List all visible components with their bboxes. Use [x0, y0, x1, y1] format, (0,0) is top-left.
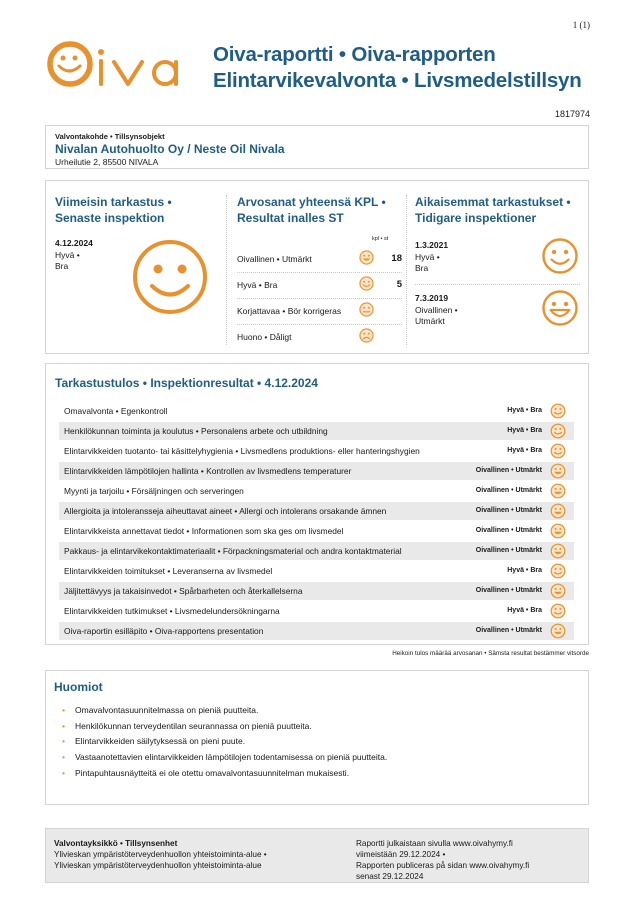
result-grade: Hyvä • Bra — [507, 567, 542, 574]
report-title-line1: Oiva-raportti • Oiva-rapporten — [213, 43, 496, 66]
target-name: Nivalan Autohuolto Oy / Neste Oil Nivala — [55, 142, 285, 156]
smiley-excellent-icon — [359, 250, 374, 265]
smiley-excellent-icon — [550, 583, 566, 599]
footer-publication — [356, 838, 529, 882]
results-title: Tarkastustulos • Inspektionresultat • 4.12.2024 — [55, 376, 318, 390]
grade-row-good — [237, 275, 402, 295]
result-row — [59, 462, 574, 480]
previous-grade-sv: Bra — [415, 263, 429, 273]
previous-date: 1.3.2021 — [415, 240, 449, 250]
grade-separator — [237, 298, 402, 299]
summary-section — [45, 180, 589, 354]
grade-count: 18 — [391, 253, 402, 264]
previous-heading-fi: Aikaisemmat tarkastukset • — [415, 195, 571, 209]
smiley-excellent-medium-icon — [541, 289, 579, 327]
smiley-neutral-icon — [359, 302, 374, 317]
footer-pub-line: viimeistään 29.12.2024 • — [356, 850, 446, 859]
latest-heading — [55, 194, 172, 226]
results-section — [45, 363, 589, 645]
list-item: • Elintarvikkeiden säilytyksessä on pieni puute. — [62, 734, 387, 750]
footer-pub-line: Rapporten publiceras på sidan www.oivahymy.fi — [356, 861, 530, 870]
footer-unit — [54, 838, 267, 871]
smiley-excellent-icon — [550, 523, 566, 539]
result-label: Pakkaus- ja elintarvikekontaktimateriaalit • Förpackningsmaterial och andra kontaktmaterial — [64, 546, 402, 556]
previous-date: 7.3.2019 — [415, 293, 449, 303]
result-label: Elintarvikkeiden tuotanto- tai käsittelyhygienia • Livsmedlens produktions- eller hanteringshygien — [64, 446, 420, 456]
smiley-excellent-icon — [550, 503, 566, 519]
latest-grade-fi: Hyvä • — [55, 250, 80, 260]
grade-row-excellent — [237, 249, 402, 269]
oiva-logo — [44, 38, 196, 94]
result-row — [59, 602, 574, 620]
result-row — [59, 402, 574, 420]
previous-grade-sv: Utmärkt — [415, 316, 445, 326]
result-grade: Oivallinen • Utmärkt — [475, 547, 542, 554]
result-label: Elintarvikkeiden lämpötilojen hallinta • Kontrollen av livsmedlens temperaturer — [64, 466, 352, 476]
smiley-good-icon — [550, 603, 566, 619]
smiley-good-medium-icon — [541, 237, 579, 275]
smiley-good-large-icon — [130, 237, 210, 317]
previous-grade-fi: Hyvä • — [415, 252, 440, 262]
grade-label: Huono • Dåligt — [237, 332, 292, 342]
result-grade: Oivallinen • Utmärkt — [475, 487, 542, 494]
report-title — [213, 42, 582, 94]
result-label: Myynti ja tarjoilu • Försäljningen och serveringen — [64, 486, 244, 496]
results-footnote: Heikoin tulos määrää arvosanan • Sämsta resultat bestämmer vitsorde — [392, 650, 589, 657]
list-item: • Omavalvontasuunnitelmassa on pieniä puutteita. — [62, 703, 387, 719]
grade-count: 5 — [396, 279, 402, 290]
list-item: • Pintapuhtausnäytteitä ei ole otettu omavalvontasuunnitelman mukaisesti. — [62, 766, 387, 782]
latest-grade-sv: Bra — [55, 261, 69, 271]
grades-unit: kpl • st — [372, 236, 389, 242]
footer-pub-line: Raportti julkaistaan sivulla www.oivahymy.fi — [356, 839, 513, 848]
page-number: 1 (1) — [572, 20, 590, 30]
grades-heading — [237, 194, 386, 226]
result-grade: Oivallinen • Utmärkt — [475, 527, 542, 534]
smiley-good-icon — [550, 423, 566, 439]
previous-heading — [415, 194, 571, 226]
result-grade: Hyvä • Bra — [507, 407, 542, 414]
result-grade: Hyvä • Bra — [507, 447, 542, 454]
smiley-good-icon — [550, 563, 566, 579]
result-row — [59, 562, 574, 580]
smiley-excellent-icon — [550, 543, 566, 559]
result-row — [59, 542, 574, 560]
result-label: Elintarvikkeiden tutkimukset • Livsmedelundersökningarna — [64, 606, 280, 616]
list-item: • Vastaanotettavien elintarvikkeiden lämpötilojen todentamisessa on pieniä puutteita. — [62, 750, 387, 766]
footer-unit-line: Ylivieskan ympäristöterveydenhuollon yhteistoiminta-alue • — [54, 850, 267, 859]
result-grade: Oivallinen • Utmärkt — [475, 627, 542, 634]
result-grade: Hyvä • Bra — [507, 607, 542, 614]
result-row — [59, 522, 574, 540]
grades-heading-fi: Arvosanat yhteensä KPL • — [237, 195, 386, 209]
result-row — [59, 482, 574, 500]
latest-date: 4.12.2024 — [55, 238, 93, 248]
result-label: Oiva-raportin esilläpito • Oiva-rapportens presentation — [64, 626, 264, 636]
previous-heading-sv: Tidigare inspektioner — [415, 211, 537, 225]
grade-row-to-correct — [237, 301, 402, 321]
result-grade: Hyvä • Bra — [507, 427, 542, 434]
target-label: Valvontakohde • Tillsynsobjekt — [55, 132, 165, 141]
target-section — [45, 125, 589, 169]
result-row — [59, 422, 574, 440]
smiley-good-icon — [359, 276, 374, 291]
smiley-good-icon — [550, 443, 566, 459]
smiley-excellent-icon — [550, 623, 566, 639]
grade-separator — [237, 272, 402, 273]
footer-section — [45, 828, 589, 883]
result-row — [59, 622, 574, 640]
footer-pub-line: senast 29.12.2024 — [356, 872, 424, 881]
previous-grade-fi: Oivallinen • — [415, 305, 458, 315]
smiley-excellent-icon — [550, 463, 566, 479]
result-label: Allergioita ja intoleransseja aiheuttavat aineet • Allergi och intolerans orsakande ämnen — [64, 506, 387, 516]
notes-title: Huomiot — [54, 680, 103, 694]
result-row — [59, 442, 574, 460]
notes-section — [45, 670, 589, 805]
result-grade: Oivallinen • Utmärkt — [475, 507, 542, 514]
grade-label: Hyvä • Bra — [237, 280, 278, 290]
document-id: 1817974 — [554, 109, 590, 119]
smiley-good-icon — [550, 403, 566, 419]
footer-unit-line: Ylivieskan ympäristöterveydenhuollon yhteistoiminta-alue — [54, 861, 262, 870]
list-item: • Henkilökunnan terveydentilan seurannassa on pieniä puutteita. — [62, 719, 387, 735]
latest-heading-fi: Viimeisin tarkastus • — [55, 195, 172, 209]
previous-separator — [415, 284, 580, 285]
notes-list — [62, 703, 387, 782]
column-divider — [406, 195, 407, 345]
result-label: Jäljitettävyys ja takaisinvedot • Spårbarheten och återkallelserna — [64, 586, 303, 596]
result-grade: Oivallinen • Utmärkt — [475, 587, 542, 594]
result-label: Omavalvonta • Egenkontroll — [64, 406, 168, 416]
latest-heading-sv: Senaste inspektion — [55, 211, 165, 225]
smiley-sad-icon — [359, 328, 374, 343]
result-row — [59, 502, 574, 520]
result-label: Henkilökunnan toiminta ja koulutus • Personalens arbete och utbildning — [64, 426, 328, 436]
result-label: Elintarvikkeiden toimitukset • Leveranserna av livsmedel — [64, 566, 273, 576]
report-title-line2: Elintarvikevalvonta • Livsmedelstillsyn — [213, 69, 582, 92]
grade-separator — [237, 324, 402, 325]
grade-label: Oivallinen • Utmärkt — [237, 254, 312, 264]
result-grade: Oivallinen • Utmärkt — [475, 467, 542, 474]
column-divider — [226, 195, 227, 345]
grades-heading-sv: Resultat inalles ST — [237, 211, 344, 225]
target-address: Urheilutie 2, 85500 NIVALA — [55, 157, 159, 167]
smiley-excellent-icon — [550, 483, 566, 499]
grade-row-poor — [237, 327, 402, 347]
result-label: Elintarvikkeista annettavat tiedot • Informationen som ska ges om livsmedel — [64, 526, 344, 536]
footer-unit-label: Valvontayksikkö • Tillsynsenhet — [54, 839, 178, 848]
grade-label: Korjattavaa • Bör korrigeras — [237, 306, 342, 316]
result-row — [59, 582, 574, 600]
